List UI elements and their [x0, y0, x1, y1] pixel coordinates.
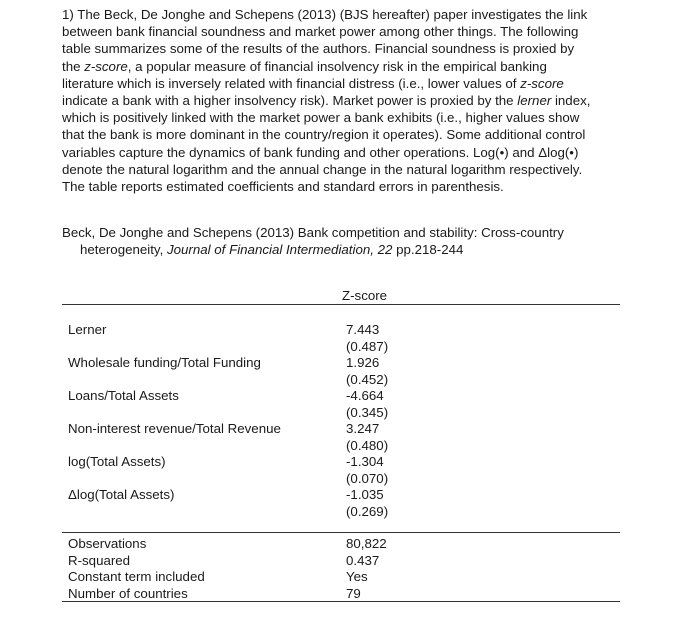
row-label-lerner: Lerner	[68, 322, 107, 337]
question-line: table summarizes some of the results of the authors. Financial soundness is proxied by	[62, 41, 575, 57]
se-lerner: (0.487)	[346, 338, 389, 354]
stat-value-observations: 80,822	[346, 536, 387, 551]
table-top-rule	[62, 304, 620, 305]
coef-lerner: 7.443	[346, 322, 380, 337]
citation-pages: pp.218-244	[392, 242, 464, 258]
se-non-interest: (0.480)	[346, 437, 389, 453]
se-wholesale-funding: (0.452)	[346, 371, 389, 387]
question-line: the z-score, a popular measure of financial insolvency risk in the empirical banking	[62, 58, 547, 74]
coef-loans: -4.664	[346, 388, 384, 403]
coef-dlog-assets: -1.035	[346, 487, 384, 502]
coef-wholesale-funding: 1.926	[346, 355, 380, 370]
row-label-log-assets: log(Total Assets)	[68, 454, 166, 469]
table-bottom-rule	[62, 601, 620, 602]
question-line: indicate a bank with a higher insolvency risk). Market power is proxied by the lerner index,	[62, 93, 591, 109]
question-line: The table reports estimated coefficients and standard errors in parenthesis.	[62, 179, 504, 195]
row-label-non-interest: Non-interest revenue/Total Revenue	[68, 421, 281, 436]
coef-non-interest: 3.247	[346, 421, 380, 436]
stat-label-observations: Observations	[68, 536, 147, 551]
question-line: which is positively linked with the market power a bank exhibits (i.e., higher values show	[62, 110, 580, 126]
coef-log-assets: -1.304	[346, 454, 384, 469]
stat-value-constant: Yes	[346, 569, 368, 584]
stat-value-r-squared: 0.437	[346, 552, 380, 568]
question-line: variables capture the dynamics of bank funding and other operations. Log(•) and Δlog(•)	[62, 144, 579, 160]
table-mid-rule	[62, 532, 620, 533]
question-line: literature which is inversely related with financial distress (i.e., lower values of z-score	[62, 75, 564, 91]
se-loans: (0.345)	[346, 404, 389, 420]
question-line: between bank financial soundness and market power among other things. The following	[62, 24, 579, 40]
question-text	[62, 6, 624, 195]
se-dlog-assets: (0.269)	[346, 503, 389, 519]
stat-label-constant: Constant term included	[68, 569, 205, 584]
citation-journal: Journal of Financial Intermediation, 22	[166, 242, 393, 258]
row-label-wholesale-funding: Wholesale funding/Total Funding	[68, 355, 261, 370]
question-line: denote the natural logarithm and the annual change in the natural logarithm respectively.	[62, 161, 583, 177]
stat-label-r-squared: R-squared	[68, 552, 131, 568]
column-header-zscore: Z-score	[342, 288, 388, 303]
row-label-dlog-assets: Δlog(Total Assets)	[68, 487, 175, 502]
row-label-loans: Loans/Total Assets	[68, 388, 179, 403]
citation	[62, 224, 624, 258]
stat-value-countries: 79	[346, 585, 361, 601]
se-log-assets: (0.070)	[346, 470, 389, 486]
question-line: 1) The Beck, De Jonghe and Schepens (2013) (BJS hereafter) paper investigates the link	[62, 7, 588, 22]
question-line: that the bank is more dominant in the country/region it operates). Some additional control	[62, 127, 586, 143]
citation-line-1: Beck, De Jonghe and Schepens (2013) Bank competition and stability: Cross-country	[62, 225, 564, 240]
citation-authors-title: heterogeneity,	[80, 242, 167, 258]
stat-label-countries: Number of countries	[68, 585, 188, 601]
citation-line-2	[62, 241, 624, 258]
